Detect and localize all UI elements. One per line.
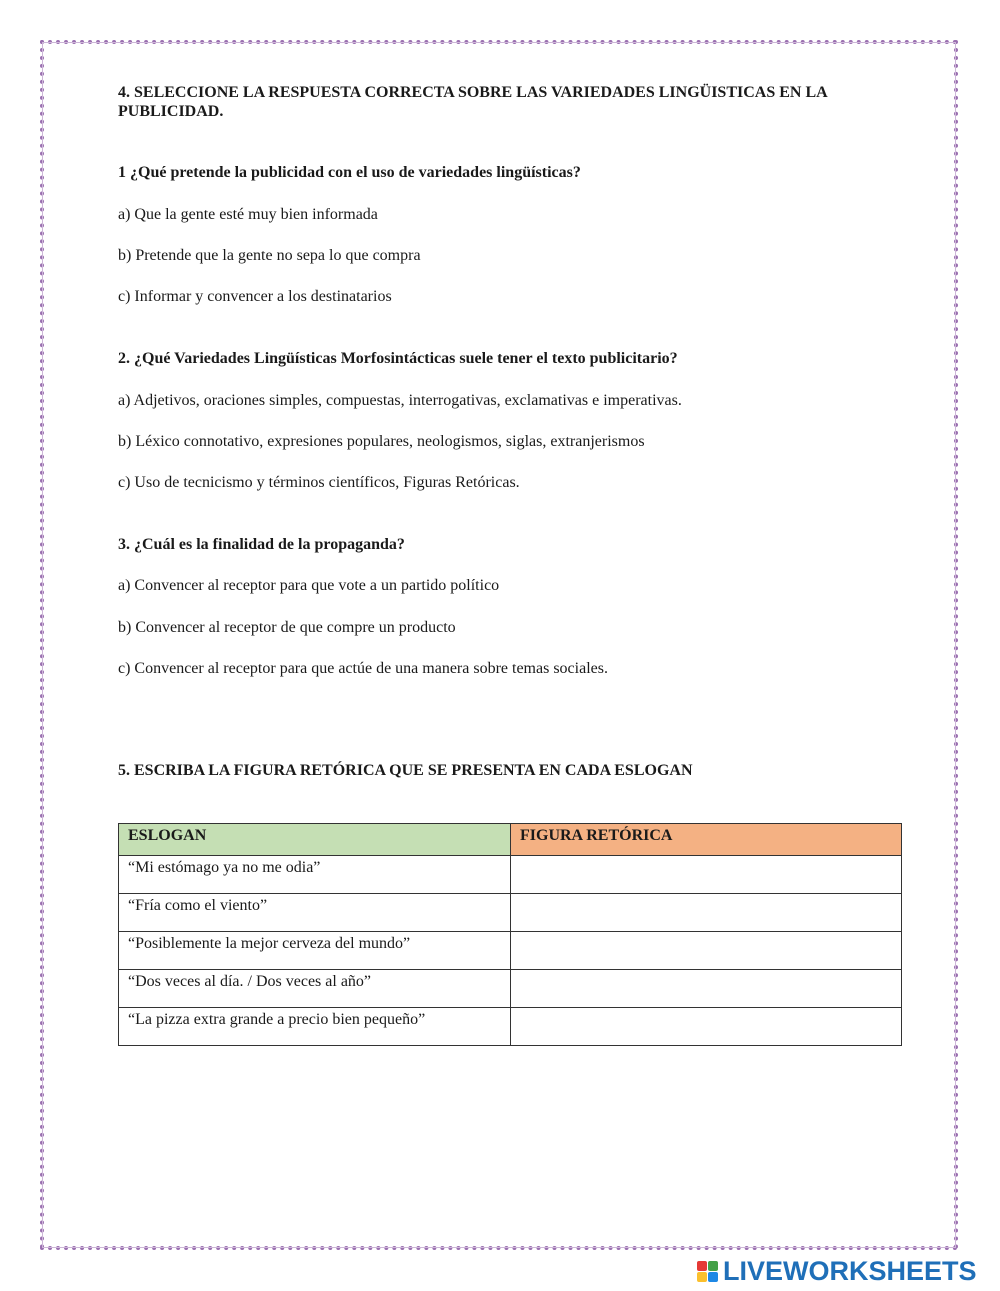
logo-block-green: [708, 1261, 718, 1271]
question-2-option-a[interactable]: a) Adjetivos, oraciones simples, compuestas, interrogativas, exclamativas e imperativas.: [118, 392, 682, 409]
table-header-row: [119, 824, 902, 856]
table-row: [119, 970, 902, 1008]
logo-mark-icon: [697, 1261, 718, 1282]
table-row: [119, 932, 902, 970]
slogan-table: [118, 823, 902, 1046]
question-2: 2. ¿Qué Variedades Lingüísticas Morfosintácticas suele tener el texto publicitario?: [118, 350, 678, 367]
question-1-option-a[interactable]: a) Que la gente esté muy bien informada: [118, 206, 378, 223]
question-3: 3. ¿Cuál es la finalidad de la propaganda?: [118, 536, 405, 553]
answer-field[interactable]: [511, 1008, 902, 1046]
logo-text: LIVEWORKSHEETS: [723, 1256, 977, 1286]
table-row: [119, 1008, 902, 1046]
answer-field[interactable]: [511, 856, 902, 894]
question-2-option-b[interactable]: b) Léxico connotativo, expresiones populares, neologismos, siglas, extranjerismos: [118, 433, 645, 450]
answer-field[interactable]: [511, 932, 902, 970]
answer-field[interactable]: [511, 894, 902, 932]
header-eslogan: ESLOGAN: [119, 824, 511, 856]
section-5-heading: 5. ESCRIBA LA FIGURA RETÓRICA QUE SE PRESENTA EN CADA ESLOGAN: [118, 762, 693, 779]
logo-block-blue: [708, 1272, 718, 1282]
liveworksheets-logo[interactable]: [697, 1258, 977, 1284]
slogan-cell: “Dos veces al día. / Dos veces al año”: [119, 970, 511, 1008]
question-1: 1 ¿Qué pretende la publicidad con el uso de variedades lingüísticas?: [118, 164, 581, 181]
slogan-cell: “Posiblemente la mejor cerveza del mundo”: [119, 932, 511, 970]
header-figura-retorica: FIGURA RETÓRICA: [511, 824, 902, 856]
question-2-option-c[interactable]: c) Uso de tecnicismo y términos científicos, Figuras Retóricas.: [118, 474, 520, 491]
question-3-option-c[interactable]: c) Convencer al receptor para que actúe de una manera sobre temas sociales.: [118, 660, 608, 677]
logo-block-yellow: [697, 1272, 707, 1282]
question-1-option-b[interactable]: b) Pretende que la gente no sepa lo que compra: [118, 247, 421, 264]
question-3-option-b[interactable]: b) Convencer al receptor de que compre un producto: [118, 619, 456, 636]
table-row: [119, 856, 902, 894]
slogan-cell: “La pizza extra grande a precio bien pequeño”: [119, 1008, 511, 1046]
answer-field[interactable]: [511, 970, 902, 1008]
question-1-option-c[interactable]: c) Informar y convencer a los destinatarios: [118, 288, 392, 305]
slogan-cell: “Fría como el viento”: [119, 894, 511, 932]
slogan-cell: “Mi estómago ya no me odia”: [119, 856, 511, 894]
question-3-option-a[interactable]: a) Convencer al receptor para que vote a un partido político: [118, 577, 500, 594]
table-row: [119, 894, 902, 932]
logo-block-red: [697, 1261, 707, 1271]
section-4-heading: 4. SELECCIONE LA RESPUESTA CORRECTA SOBRE LAS VARIEDADES LINGÜISTICAS EN LA PUBLICIDAD.: [118, 84, 827, 120]
